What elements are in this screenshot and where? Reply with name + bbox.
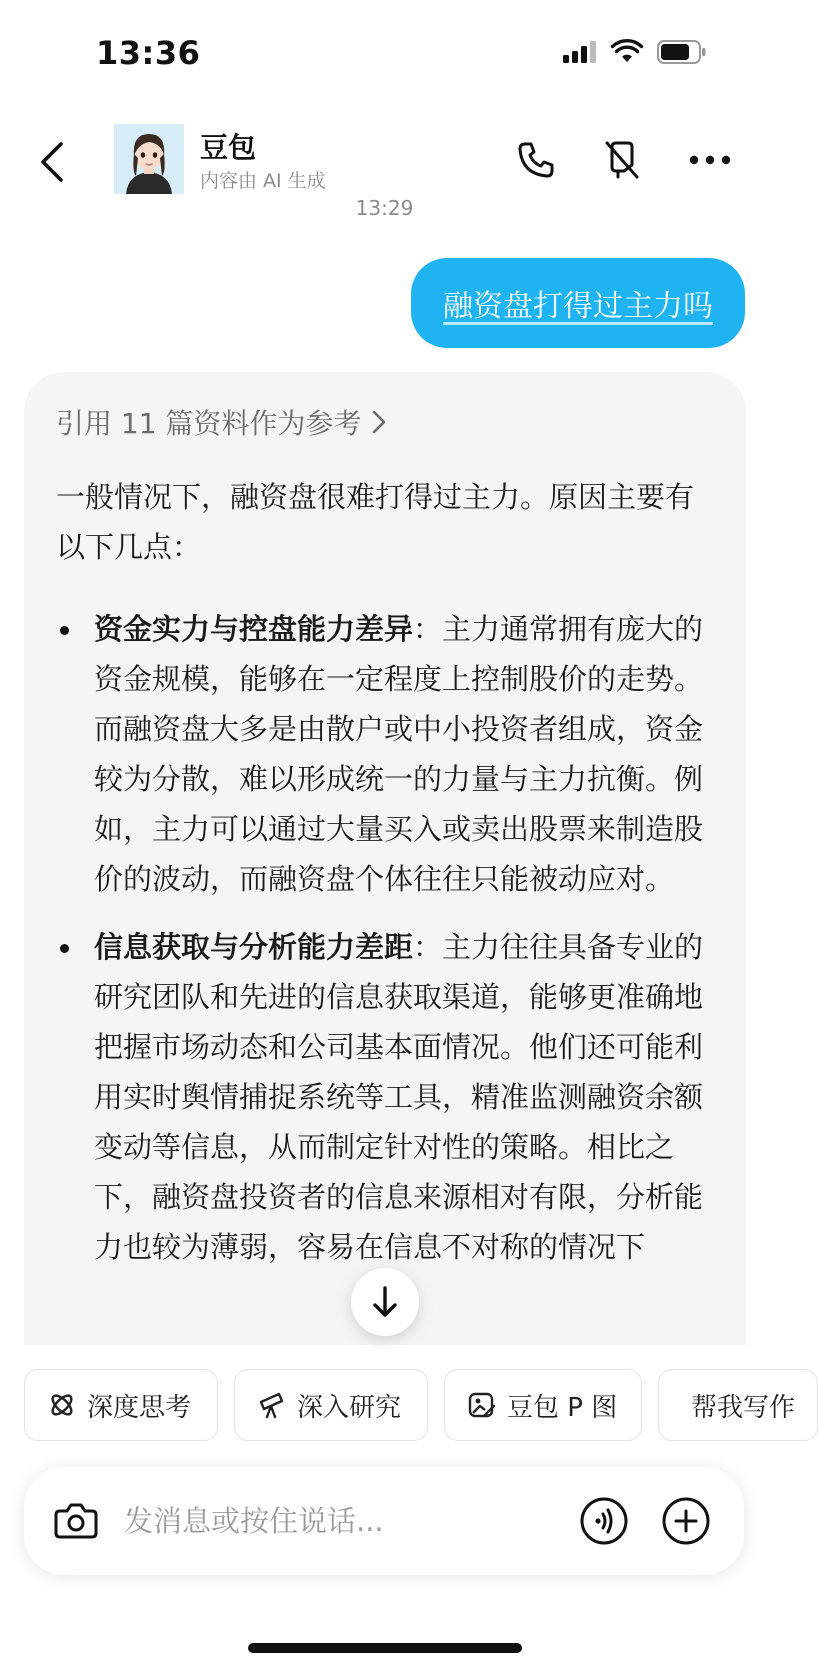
- more-options-button[interactable]: [686, 136, 734, 184]
- home-indicator: [248, 1643, 522, 1653]
- image-edit-icon: [467, 1390, 497, 1420]
- speaker-muted-icon: [602, 139, 642, 181]
- telescope-icon: [257, 1390, 287, 1420]
- avatar-image: [114, 124, 184, 194]
- reply-intro: 一般情况下，融资盘很难打得过主力。原因主要有以下几点：: [56, 480, 695, 564]
- chevron-right-icon: [371, 409, 387, 435]
- chat-header: [0, 112, 769, 222]
- plus-circle-icon: [661, 1496, 711, 1546]
- chip-label: 帮我写作: [691, 1392, 796, 1423]
- bullet-icon: [60, 626, 69, 635]
- bot-reply-card: [24, 372, 746, 1352]
- add-attachment-button[interactable]: [660, 1495, 712, 1547]
- point-body: ：主力通常拥有庞大的资金规模，能够在一定程度上控制股价的走势。而融资盘大多是由散户或中小投资者组成，资金较为分散，难以形成统一的力量与主力抗衡。例如，主力可以通过大量买入或卖出股票来制造股价的波动，而融资盘个体往往只能被动应对。: [94, 612, 704, 896]
- ai-generated-label: 内容由 AI 生成: [200, 170, 326, 192]
- scroll-to-bottom-button[interactable]: [351, 1268, 419, 1336]
- camera-button[interactable]: [52, 1497, 100, 1545]
- references-label: 引用 11 篇资料作为参考: [56, 407, 362, 440]
- message-timestamp: 13:29: [355, 196, 414, 220]
- arrow-down-icon: [370, 1285, 400, 1319]
- camera-icon: [54, 1501, 98, 1541]
- list-item: [56, 922, 716, 1272]
- phone-call-button[interactable]: [512, 136, 560, 184]
- status-time: 13:36: [96, 34, 201, 72]
- status-icons: [563, 40, 707, 68]
- message-composer: [24, 1467, 744, 1575]
- back-button[interactable]: [30, 134, 74, 190]
- deep-think-chip[interactable]: [24, 1369, 218, 1441]
- battery-icon: [657, 40, 707, 68]
- mute-voice-button[interactable]: [598, 136, 646, 184]
- point-body: ：主力往往具备专业的研究团队和先进的信息获取渠道，能够更准确地把握市场动态和公司基本面情况。他们还可能利用实时舆情捕捉系统等工具，精准监测融资余额变动等信息，从而制定针对性的策略。相比之下，融资盘投资者的信息来源相对有限，分析能力也较为薄弱，容易在信息不对称的情况下: [94, 930, 704, 1264]
- bottom-panel: [0, 1345, 796, 1665]
- list-item: [56, 604, 716, 904]
- quick-actions: [24, 1369, 818, 1441]
- point-title: 资金实力与控盘能力差异: [94, 612, 414, 646]
- deep-research-chip[interactable]: [234, 1369, 428, 1441]
- phone-icon: [516, 140, 556, 180]
- status-bar: [0, 0, 769, 110]
- cellular-signal-icon: [563, 41, 597, 67]
- bullet-icon: [60, 944, 69, 953]
- atom-icon: [47, 1390, 77, 1420]
- chip-label: 豆包 P 图: [507, 1392, 618, 1423]
- image-edit-chip[interactable]: [444, 1369, 642, 1441]
- voice-call-button[interactable]: [578, 1495, 630, 1547]
- message-input[interactable]: [124, 1495, 524, 1547]
- chip-label: 深度思考: [87, 1392, 192, 1423]
- wifi-icon: [611, 40, 643, 68]
- bot-name: 豆包: [200, 131, 257, 164]
- more-dots-icon: [688, 154, 732, 166]
- avatar[interactable]: [114, 124, 184, 194]
- point-title: 信息获取与分析能力差距: [94, 930, 414, 964]
- user-message-text[interactable]: 融资盘打得过主力吗: [443, 289, 713, 324]
- help-write-chip[interactable]: [658, 1369, 818, 1441]
- references-link[interactable]: [56, 402, 387, 442]
- chip-label: 深入研究: [297, 1392, 402, 1423]
- user-message-bubble[interactable]: [411, 258, 745, 348]
- voice-wave-icon: [579, 1496, 629, 1546]
- reply-points-list: [56, 604, 716, 1290]
- chevron-left-icon: [37, 140, 67, 184]
